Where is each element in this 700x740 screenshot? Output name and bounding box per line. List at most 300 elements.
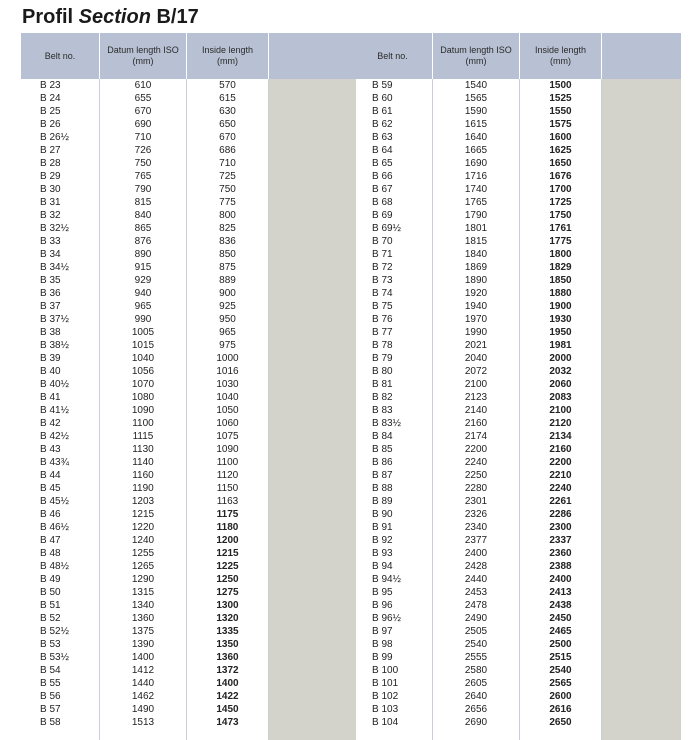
belt-no-cell: B 72 [372, 262, 393, 273]
inside-length-cell: 900 [219, 288, 236, 299]
datum-length-cell: 710 [134, 132, 152, 143]
datum-length-cell: 2478 [464, 600, 488, 611]
belt-no-cell: B 56 [40, 691, 61, 702]
belt-no-cell: B 81 [372, 379, 393, 390]
datum-length-cell: 2140 [464, 405, 488, 416]
belt-no-cell: B 31 [40, 197, 61, 208]
datum-length-cell: 1400 [131, 652, 155, 663]
datum-length-cell: 2540 [464, 639, 488, 650]
datum-length-cell: 1203 [131, 496, 155, 507]
inside-length-cell: 570 [219, 80, 236, 91]
inside-length-cell: 2160 [549, 444, 572, 455]
inside-length-cell: 2565 [549, 678, 572, 689]
datum-length-cell: 1265 [131, 561, 155, 572]
belt-no-cell: B 83 [372, 405, 393, 416]
belt-no-cell: B 55 [40, 678, 61, 689]
title-italic: Section [78, 6, 151, 28]
belt-no-cell: B 37 [40, 301, 61, 312]
belt-no-cell: B 98 [372, 639, 393, 650]
belt-no-cell: B 60 [372, 93, 393, 104]
belt-no-cell: B 102 [372, 691, 399, 702]
datum-length-cell: 1490 [131, 704, 155, 715]
datum-length-cell: 1890 [464, 275, 488, 286]
inside-length-cell: 1900 [549, 301, 572, 312]
inside-length-cell: 2083 [549, 392, 572, 403]
datum-length-cell: 1140 [132, 457, 154, 468]
datum-length-cell: 1070 [131, 379, 155, 390]
column-belt-no [21, 79, 100, 740]
inside-length-cell: 1180 [216, 522, 239, 533]
belt-no-cell: B 86 [372, 457, 393, 468]
datum-length-cell: 2160 [464, 418, 488, 429]
inside-length-cell: 1360 [216, 652, 239, 663]
inside-length-cell: 1750 [549, 210, 572, 221]
belt-no-cell: B 36 [40, 288, 61, 299]
datum-length-cell: 1080 [131, 392, 155, 403]
belt-no-cell: B 71 [372, 249, 393, 260]
inside-length-cell: 1050 [216, 405, 239, 416]
column-belt-no [353, 79, 433, 740]
datum-length-cell: 890 [134, 249, 152, 260]
datum-length-cell: 2453 [464, 587, 488, 598]
datum-length-cell: 1462 [131, 691, 155, 702]
belt-no-cell: B 73 [372, 275, 393, 286]
datum-length-cell: 1615 [464, 119, 488, 130]
datum-length-cell: 1665 [464, 145, 488, 156]
table-body [353, 79, 681, 740]
datum-length-cell: 2555 [464, 652, 488, 663]
inside-length-cell: 1016 [216, 366, 239, 377]
belt-no-cell: B 52 [40, 613, 61, 624]
datum-length-cell: 1340 [131, 600, 155, 611]
datum-length-cell: 655 [134, 93, 152, 104]
belt-no-cell: B 46½ [40, 522, 69, 533]
belt-no-cell: B 82 [372, 392, 393, 403]
inside-length-cell: 2100 [549, 405, 572, 416]
inside-length-cell: 650 [219, 119, 236, 130]
datum-length-cell: 1440 [131, 678, 155, 689]
belt-no-cell: B 104 [372, 717, 399, 728]
datum-length-cell: 1869 [464, 262, 488, 273]
inside-length-cell: 1700 [549, 184, 572, 195]
inside-length-cell: 1275 [216, 587, 239, 598]
datum-length-cell: 1005 [131, 327, 155, 338]
datum-length-cell: 2340 [464, 522, 488, 533]
belt-no-cell: B 95 [372, 587, 393, 598]
datum-length-cell: 2174 [464, 431, 488, 442]
belt-no-cell: B 35 [40, 275, 61, 286]
datum-length-cell: 750 [134, 158, 152, 169]
inside-length-cell: 1060 [216, 418, 239, 429]
inside-length-cell: 2337 [549, 535, 572, 546]
inside-length-cell: 2500 [549, 639, 572, 650]
datum-length-cell: 2605 [464, 678, 488, 689]
datum-length-cell: 965 [134, 301, 152, 312]
datum-length-cell: 2377 [464, 535, 488, 546]
datum-length-cell: 865 [134, 223, 152, 234]
belt-no-cell: B 89 [372, 496, 393, 507]
belt-no-cell: B 70 [372, 236, 393, 247]
datum-length-cell: 1220 [131, 522, 155, 533]
datum-length-cell: 1990 [464, 327, 488, 338]
belt-no-cell: B 49 [40, 574, 61, 585]
datum-length-cell: 765 [134, 171, 152, 182]
belt-no-cell: B 32½ [40, 223, 69, 234]
inside-length-cell: 836 [219, 236, 236, 247]
belt-no-cell: B 59 [372, 80, 393, 91]
inside-length-cell: 1000 [216, 353, 239, 364]
inside-length-cell: 2388 [549, 561, 572, 572]
belt-no-cell: B 78 [372, 340, 393, 351]
header-inside-length: Inside length (mm) [520, 33, 602, 79]
datum-length-cell: 726 [134, 145, 152, 156]
inside-length-cell: 1450 [216, 704, 239, 715]
inside-length-cell: 750 [219, 184, 236, 195]
datum-length-cell: 1255 [131, 548, 155, 559]
inside-length-cell: 1250 [216, 574, 239, 585]
datum-length-cell: 2400 [464, 548, 488, 559]
inside-length-cell: 1676 [549, 171, 572, 182]
inside-length-cell: 630 [219, 106, 236, 117]
datum-length-cell: 1215 [131, 509, 155, 520]
inside-length-cell: 1100 [216, 457, 239, 468]
inside-length-cell: 1725 [549, 197, 572, 208]
belt-no-cell: B 68 [372, 197, 393, 208]
datum-length-cell: 2250 [464, 470, 488, 481]
inside-length-cell: 2060 [549, 379, 572, 390]
inside-length-cell: 1800 [549, 249, 572, 260]
belt-no-cell: B 77 [372, 327, 393, 338]
datum-length-cell: 1765 [464, 197, 488, 208]
inside-length-cell: 1150 [216, 483, 239, 494]
datum-length-cell: 1390 [131, 639, 155, 650]
inside-length-cell: 1981 [549, 340, 572, 351]
datum-length-cell: 2580 [464, 665, 488, 676]
belt-no-cell: B 66 [372, 171, 393, 182]
inside-length-cell: 800 [219, 210, 236, 221]
inside-length-cell: 2210 [549, 470, 572, 481]
belt-no-cell: B 96 [372, 600, 393, 611]
datum-length-cell: 1840 [464, 249, 488, 260]
datum-length-cell: 610 [134, 80, 152, 91]
belt-no-cell: B 46 [40, 509, 61, 520]
inside-length-cell: 1850 [549, 275, 572, 286]
datum-length-cell: 1920 [464, 288, 488, 299]
belt-no-cell: B 23 [40, 80, 61, 91]
column-blank-shaded [269, 79, 356, 740]
datum-length-cell: 2301 [464, 496, 488, 507]
belt-no-cell: B 93 [372, 548, 393, 559]
belt-no-cell: B 79 [372, 353, 393, 364]
belt-no-cell: B 62 [372, 119, 393, 130]
datum-length-cell: 1565 [464, 93, 488, 104]
belt-no-cell: B 44 [40, 470, 61, 481]
belt-no-cell: B 87 [372, 470, 393, 481]
inside-length-cell: 2200 [549, 457, 572, 468]
inside-length-cell: 1500 [549, 80, 572, 91]
inside-length-cell: 1090 [216, 444, 239, 455]
datum-length-cell: 876 [134, 236, 152, 247]
inside-length-cell: 1175 [216, 509, 239, 520]
belt-no-cell: B 34 [40, 249, 61, 260]
datum-length-cell: 2021 [464, 340, 488, 351]
belt-no-cell: B 27 [40, 145, 61, 156]
belt-no-cell: B 33 [40, 236, 61, 247]
datum-length-cell: 2200 [464, 444, 488, 455]
datum-length-cell: 1015 [131, 340, 155, 351]
datum-length-cell: 1513 [131, 717, 155, 728]
inside-length-cell: 889 [219, 275, 236, 286]
inside-length-cell: 2032 [549, 366, 572, 377]
belt-no-cell: B 30 [40, 184, 61, 195]
belt-no-cell: B 41½ [40, 405, 69, 416]
belt-no-cell: B 76 [372, 314, 393, 325]
belt-no-cell: B 90 [372, 509, 393, 520]
header-belt-no: Belt no. [353, 33, 433, 79]
inside-length-cell: 1320 [216, 613, 239, 624]
inside-length-cell: 2616 [549, 704, 572, 715]
datum-length-cell: 2640 [464, 691, 488, 702]
belt-no-cell: B 67 [372, 184, 393, 195]
belt-no-cell: B 43 [40, 444, 61, 455]
belt-no-cell: B 65 [372, 158, 393, 169]
inside-length-cell: 1930 [549, 314, 572, 325]
datum-length-cell: 1815 [464, 236, 488, 247]
belt-no-cell: B 45½ [40, 496, 69, 507]
belt-no-cell: B 96½ [372, 613, 401, 624]
inside-length-cell: 670 [219, 132, 236, 143]
belt-no-cell: B 40½ [40, 379, 69, 390]
datum-length-cell: 2280 [464, 483, 488, 494]
belt-no-cell: B 94 [372, 561, 393, 572]
datum-length-cell: 1690 [464, 158, 488, 169]
inside-length-cell: 686 [219, 145, 236, 156]
datum-length-cell: 1190 [132, 483, 154, 494]
inside-length-cell: 975 [219, 340, 236, 351]
inside-length-cell: 2438 [549, 600, 572, 611]
belt-no-cell: B 99 [372, 652, 393, 663]
column-blank-shaded [602, 79, 681, 740]
datum-length-cell: 2505 [464, 626, 488, 637]
title-prefix: Profil [22, 6, 79, 28]
belt-no-cell: B 41 [40, 392, 61, 403]
datum-length-cell: 1590 [464, 106, 488, 117]
inside-length-cell: 615 [219, 93, 236, 104]
inside-length-cell: 1225 [216, 561, 239, 572]
belt-no-cell: B 29 [40, 171, 61, 182]
datum-length-cell: 1040 [131, 353, 155, 364]
belt-no-cell: B 63 [372, 132, 393, 143]
header-inside-length: Inside length (mm) [187, 33, 269, 79]
inside-length-cell: 1761 [549, 223, 572, 234]
inside-length-cell: 2300 [549, 522, 572, 533]
datum-length-cell: 2490 [464, 613, 488, 624]
inside-length-cell: 1163 [216, 496, 239, 507]
inside-length-cell: 710 [219, 158, 236, 169]
datum-length-cell: 690 [134, 119, 152, 130]
page-title [22, 6, 199, 29]
inside-length-cell: 1525 [549, 93, 572, 104]
belt-no-cell: B 32 [40, 210, 61, 221]
inside-length-cell: 2360 [549, 548, 572, 559]
datum-length-cell: 1360 [131, 613, 155, 624]
column-datum-length [100, 79, 187, 740]
belt-no-cell: B 57 [40, 704, 61, 715]
belt-no-cell: B 48 [40, 548, 61, 559]
belt-no-cell: B 42½ [40, 431, 69, 442]
belt-no-cell: B 53½ [40, 652, 69, 663]
belt-no-cell: B 43¾ [40, 457, 69, 468]
belt-no-cell: B 28 [40, 158, 61, 169]
inside-length-cell: 1829 [549, 262, 572, 273]
datum-length-cell: 1790 [464, 210, 488, 221]
inside-length-cell: 2261 [549, 496, 572, 507]
datum-length-cell: 2100 [464, 379, 488, 390]
datum-length-cell: 1801 [464, 223, 488, 234]
inside-length-cell: 1215 [216, 548, 239, 559]
inside-length-cell: 875 [219, 262, 236, 273]
inside-length-cell: 965 [219, 327, 236, 338]
inside-length-cell: 2540 [549, 665, 572, 676]
belt-no-cell: B 52½ [40, 626, 69, 637]
inside-length-cell: 775 [219, 197, 236, 208]
inside-length-cell: 1625 [549, 145, 572, 156]
datum-length-cell: 2040 [464, 353, 488, 364]
inside-length-cell: 1075 [216, 431, 239, 442]
inside-length-cell: 1400 [216, 678, 239, 689]
belt-no-cell: B 83½ [372, 418, 401, 429]
belt-no-cell: B 53 [40, 639, 61, 650]
title-suffix: B/17 [150, 6, 199, 28]
right-table [353, 33, 681, 740]
inside-length-cell: 1775 [549, 236, 572, 247]
header-blank [269, 33, 356, 79]
belt-no-cell: B 92 [372, 535, 393, 546]
belt-no-cell: B 47 [40, 535, 61, 546]
table-body [21, 79, 356, 740]
belt-no-cell: B 75 [372, 301, 393, 312]
belt-no-cell: B 91 [372, 522, 393, 533]
left-table [21, 33, 356, 740]
inside-length-cell: 1372 [216, 665, 239, 676]
belt-no-cell: B 39 [40, 353, 61, 364]
inside-length-cell: 2515 [549, 652, 572, 663]
datum-length-cell: 2072 [464, 366, 488, 377]
header-datum-length: Datum length ISO (mm) [433, 33, 520, 79]
datum-length-cell: 1315 [131, 587, 155, 598]
inside-length-cell: 925 [219, 301, 236, 312]
datum-length-cell: 1540 [464, 80, 488, 91]
inside-length-cell: 2600 [549, 691, 572, 702]
datum-length-cell: 2690 [464, 717, 488, 728]
datum-length-cell: 2123 [464, 392, 488, 403]
inside-length-cell: 2400 [549, 574, 572, 585]
belt-no-cell: B 45 [40, 483, 61, 494]
datum-length-cell: 1716 [464, 171, 488, 182]
inside-length-cell: 1350 [216, 639, 239, 650]
belt-no-cell: B 69 [372, 210, 393, 221]
inside-length-cell: 2286 [549, 509, 572, 520]
datum-length-cell: 1056 [131, 366, 155, 377]
datum-length-cell: 1130 [132, 444, 154, 455]
belt-no-cell: B 61 [372, 106, 393, 117]
belt-no-cell: B 69½ [372, 223, 401, 234]
belt-no-cell: B 37½ [40, 314, 69, 325]
inside-length-cell: 1473 [216, 717, 239, 728]
belt-no-cell: B 85 [372, 444, 393, 455]
inside-length-cell: 850 [219, 249, 236, 260]
inside-length-cell: 2134 [549, 431, 572, 442]
table-header [21, 33, 356, 79]
datum-length-cell: 1090 [131, 405, 155, 416]
inside-length-cell: 1650 [549, 158, 572, 169]
inside-length-cell: 825 [219, 223, 236, 234]
inside-length-cell: 2413 [549, 587, 572, 598]
belt-no-cell: B 38½ [40, 340, 69, 351]
belt-no-cell: B 38 [40, 327, 61, 338]
datum-length-cell: 2428 [464, 561, 488, 572]
inside-length-cell: 2120 [549, 418, 572, 429]
inside-length-cell: 1120 [216, 470, 239, 481]
datum-length-cell: 1290 [131, 574, 155, 585]
inside-length-cell: 725 [219, 171, 236, 182]
header-blank [602, 33, 681, 79]
datum-length-cell: 2656 [464, 704, 488, 715]
datum-length-cell: 940 [134, 288, 152, 299]
inside-length-cell: 1575 [549, 119, 572, 130]
belt-no-cell: B 100 [372, 665, 399, 676]
table-header [353, 33, 681, 79]
datum-length-cell: 990 [134, 314, 152, 325]
datum-length-cell: 1160 [132, 470, 154, 481]
datum-length-cell: 1640 [464, 132, 488, 143]
belt-no-cell: B 103 [372, 704, 399, 715]
column-inside-length [187, 79, 269, 740]
datum-length-cell: 1115 [132, 431, 154, 442]
inside-length-cell: 2240 [549, 483, 572, 494]
datum-length-cell: 670 [134, 106, 152, 117]
inside-length-cell: 1300 [216, 600, 239, 611]
inside-length-cell: 1422 [216, 691, 239, 702]
belt-no-cell: B 26 [40, 119, 61, 130]
inside-length-cell: 1335 [216, 626, 239, 637]
datum-length-cell: 790 [134, 184, 152, 195]
inside-length-cell: 2465 [549, 626, 572, 637]
belt-no-cell: B 54 [40, 665, 61, 676]
belt-no-cell: B 42 [40, 418, 61, 429]
datum-length-cell: 1940 [464, 301, 488, 312]
belt-no-cell: B 25 [40, 106, 61, 117]
inside-length-cell: 1550 [549, 106, 572, 117]
inside-length-cell: 2450 [549, 613, 572, 624]
inside-length-cell: 1200 [216, 535, 239, 546]
datum-length-cell: 840 [134, 210, 152, 221]
belt-no-cell: B 74 [372, 288, 393, 299]
header-datum-length: Datum length ISO (mm) [100, 33, 187, 79]
belt-no-cell: B 34½ [40, 262, 69, 273]
datum-length-cell: 1970 [464, 314, 488, 325]
datum-length-cell: 1240 [131, 535, 155, 546]
datum-length-cell: 1375 [131, 626, 155, 637]
belt-no-cell: B 88 [372, 483, 393, 494]
belt-no-cell: B 101 [372, 678, 399, 689]
inside-length-cell: 1880 [549, 288, 572, 299]
datum-length-cell: 1100 [132, 418, 154, 429]
belt-no-cell: B 24 [40, 93, 61, 104]
inside-length-cell: 2650 [549, 717, 572, 728]
datum-length-cell: 815 [134, 197, 152, 208]
inside-length-cell: 1030 [216, 379, 239, 390]
